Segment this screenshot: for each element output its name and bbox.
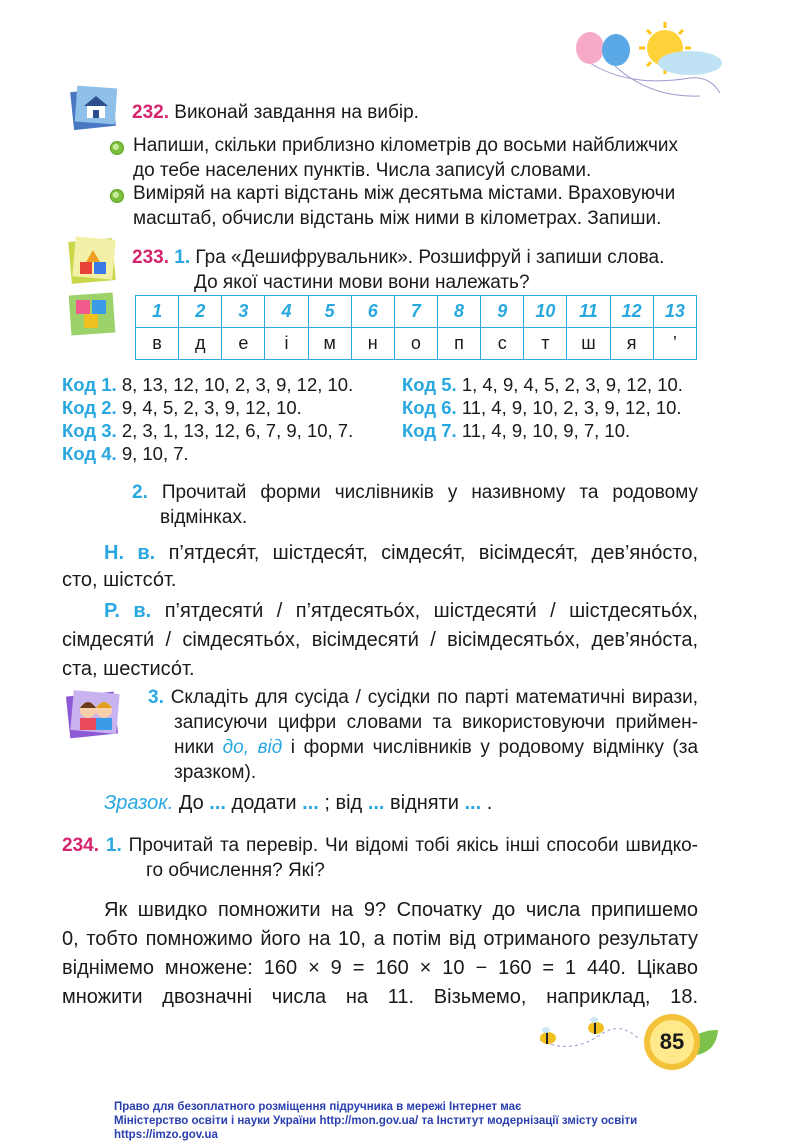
case-label: Н. в.: [104, 542, 156, 564]
cipher-numbers-row: [136, 296, 697, 328]
task-number: 234.: [62, 835, 99, 856]
toy-blocks-icon: [66, 236, 120, 286]
part-number: 2.: [132, 482, 148, 503]
house-icon: [68, 84, 120, 132]
text-line: п’ятдесяти́ / п’ятдесятьо́х, шістдесяти́ / шістдесятьо́х,: [164, 600, 698, 622]
text-span: відняти: [384, 792, 465, 814]
table-cell: 8: [437, 296, 480, 328]
footer-line: Міністерство освіти і науки України http://mon.gov.ua/ та Інститут модернізації змісту освіти https://imzo.gov.ua: [114, 1115, 638, 1141]
ellipsis: ...: [367, 792, 385, 814]
table-cell: ’: [653, 328, 696, 360]
bee-icon: [540, 1027, 556, 1044]
table-cell: 11: [567, 296, 610, 328]
table-cell: і: [265, 328, 308, 360]
task-number: 233.: [132, 247, 169, 268]
children-icon: [64, 688, 124, 742]
code-value: 1, 4, 9, 4, 5, 2, 3, 9, 12, 10.: [461, 374, 683, 395]
text-line: Прочитай та перевір. Чи відомі тобі якісь інші способи швидко-: [128, 835, 699, 856]
text-line: зразком).: [174, 762, 257, 783]
table-cell: 10: [524, 296, 567, 328]
text-line: Виміряй на карті відстань між десятьма містами. Враховуючи: [133, 183, 676, 204]
text-line: го обчислення? Які?: [146, 860, 325, 881]
code-line: [62, 373, 353, 396]
footer-line: Право для безоплатного розміщення підручника в мережі Інтернет має: [114, 1101, 522, 1113]
balloons-sun-illustration: [570, 18, 730, 108]
code-label: Код 5.: [402, 374, 457, 395]
abc-blocks-icon: [66, 290, 120, 338]
code-label: Код 2.: [62, 397, 117, 418]
balloon-pink-icon: [576, 32, 604, 64]
table-cell: 4: [265, 296, 308, 328]
bullet-icon: [110, 141, 124, 155]
code-line: [402, 373, 683, 396]
ellipsis: ...: [464, 792, 482, 814]
sample-line: [104, 790, 492, 816]
text-line: 0, тобто помножимо його на 10, а потім від отриманого результату: [62, 928, 698, 950]
bee-icon: [588, 1017, 604, 1034]
table-cell: 1: [136, 296, 179, 328]
text-line: множити двозначні числа на 11. Візьмемо, наприклад, 18.: [62, 986, 698, 1008]
text-line: Напиши, скільки приблизно кілометрів до восьми найближчих: [133, 135, 678, 156]
text-line: Гра «Дешифрувальник». Розшифруй і запиши слова.: [195, 247, 665, 268]
table-cell: 2: [179, 296, 222, 328]
text-line: Прочитай форми числівників у називному та родовому: [161, 482, 698, 503]
code-value: 11, 4, 9, 10, 9, 7, 10.: [461, 420, 631, 441]
code-label: Код 4.: [62, 443, 117, 464]
text-line: [148, 735, 698, 760]
table-cell: д: [179, 328, 222, 360]
text-span: До: [173, 792, 210, 814]
bees-illustration: [530, 1010, 660, 1060]
code-value: 11, 4, 9, 10, 2, 3, 9, 12, 10.: [461, 397, 682, 418]
part-number: 1.: [105, 835, 122, 856]
table-cell: т: [524, 328, 567, 360]
balloon-blue-icon: [602, 34, 630, 66]
text-line: масштаб, обчисли відстань між ними в кілометрах. Запиши.: [133, 208, 662, 229]
table-cell: е: [222, 328, 265, 360]
footer: [114, 1100, 734, 1142]
table-cell: 13: [653, 296, 696, 328]
ellipsis: ...: [209, 792, 226, 814]
code-value: 9, 4, 5, 2, 3, 9, 12, 10.: [121, 397, 302, 418]
table-cell: 7: [394, 296, 437, 328]
code-value: 8, 13, 12, 10, 2, 3, 9, 12, 10.: [121, 374, 354, 395]
text-span: і форми числівників у родовому відмінку (за: [282, 737, 699, 758]
bullet-text: [133, 133, 703, 183]
code-line: [62, 396, 353, 419]
table-cell: п: [437, 328, 480, 360]
code-label: Код 3.: [62, 420, 117, 441]
cipher-table: [135, 295, 697, 360]
bullet-icon: [110, 189, 124, 203]
text-line: До якої частини мови вони належать?: [194, 272, 530, 293]
table-cell: ш: [567, 328, 610, 360]
task-number: 232.: [132, 102, 169, 123]
code-label: Код 7.: [402, 420, 457, 441]
text-line: Як швидко помножити на 9? Спочатку до числа припишемо: [104, 899, 698, 921]
text-span: ники: [174, 737, 223, 758]
text-line: ста, шестисо́т.: [62, 658, 195, 680]
page-number: 85: [644, 1014, 700, 1070]
table-cell: я: [610, 328, 653, 360]
code-line: [62, 442, 353, 465]
part-number: 3.: [148, 687, 164, 708]
table-cell: н: [351, 328, 394, 360]
text-line: відмінках.: [160, 507, 248, 528]
table-cell: в: [136, 328, 179, 360]
code-line: [402, 396, 683, 419]
part-3-text: [148, 685, 698, 785]
bullet-text: [133, 181, 703, 231]
table-cell: 6: [351, 296, 394, 328]
table-cell: 5: [308, 296, 351, 328]
text-line: сто, шістсо́т.: [62, 569, 177, 591]
part-number: 1.: [174, 247, 191, 268]
genitive-block: [62, 597, 698, 684]
text-line: до тебе населених пунктів. Числа записуй словами.: [133, 160, 592, 181]
text-span: додати: [225, 792, 303, 814]
codes-right-column: [402, 373, 683, 442]
table-cell: 3: [222, 296, 265, 328]
sample-label: Зразок.: [104, 792, 174, 814]
task-234-paragraph: [62, 896, 698, 1012]
preposition-do: до,: [222, 737, 249, 758]
text-line: Складіть для сусіда / сусідки по парті математичні вирази,: [170, 687, 699, 708]
code-label: Код 1.: [62, 374, 117, 395]
code-value: 2, 3, 1, 13, 12, 6, 7, 9, 10, 7.: [121, 420, 354, 441]
codes-left-column: [62, 373, 353, 465]
part-2-text: [132, 480, 698, 530]
task-title: Виконай завдання на вибір.: [174, 102, 419, 123]
nominative-block: [62, 540, 698, 594]
table-cell: 9: [481, 296, 524, 328]
code-line: [402, 419, 683, 442]
text-line: віднімемо множене: 160 × 9 = 160 × 10 − 160 = 1 440. Цікаво: [62, 957, 698, 979]
task-233-heading: [132, 245, 664, 270]
preposition-vid: від: [257, 737, 283, 758]
task-234-heading: [62, 833, 698, 883]
text-span: ; від: [318, 792, 368, 814]
text-line: записуючи цифри словами та використовуючи приймен-: [174, 712, 698, 733]
text-line: п’ятдеся́т, шістдеся́т, сімдеся́т, вісімдеся́т, дев’яно́сто,: [168, 542, 698, 564]
text-line: сімдесяти́ / сімдесятьо́х, вісімдесяти́ / вісімдесятьо́х, дев’яно́ста,: [62, 629, 698, 651]
table-cell: 12: [610, 296, 653, 328]
code-label: Код 6.: [402, 397, 457, 418]
table-cell: о: [394, 328, 437, 360]
code-line: [62, 419, 353, 442]
ellipsis: ...: [302, 792, 319, 814]
text-span: .: [481, 792, 493, 814]
table-cell: м: [308, 328, 351, 360]
task-232-heading: [132, 100, 419, 125]
code-value: 9, 10, 7.: [121, 443, 189, 464]
case-label: Р. в.: [104, 600, 152, 622]
table-cell: с: [481, 328, 524, 360]
cipher-letters-row: [136, 328, 697, 360]
